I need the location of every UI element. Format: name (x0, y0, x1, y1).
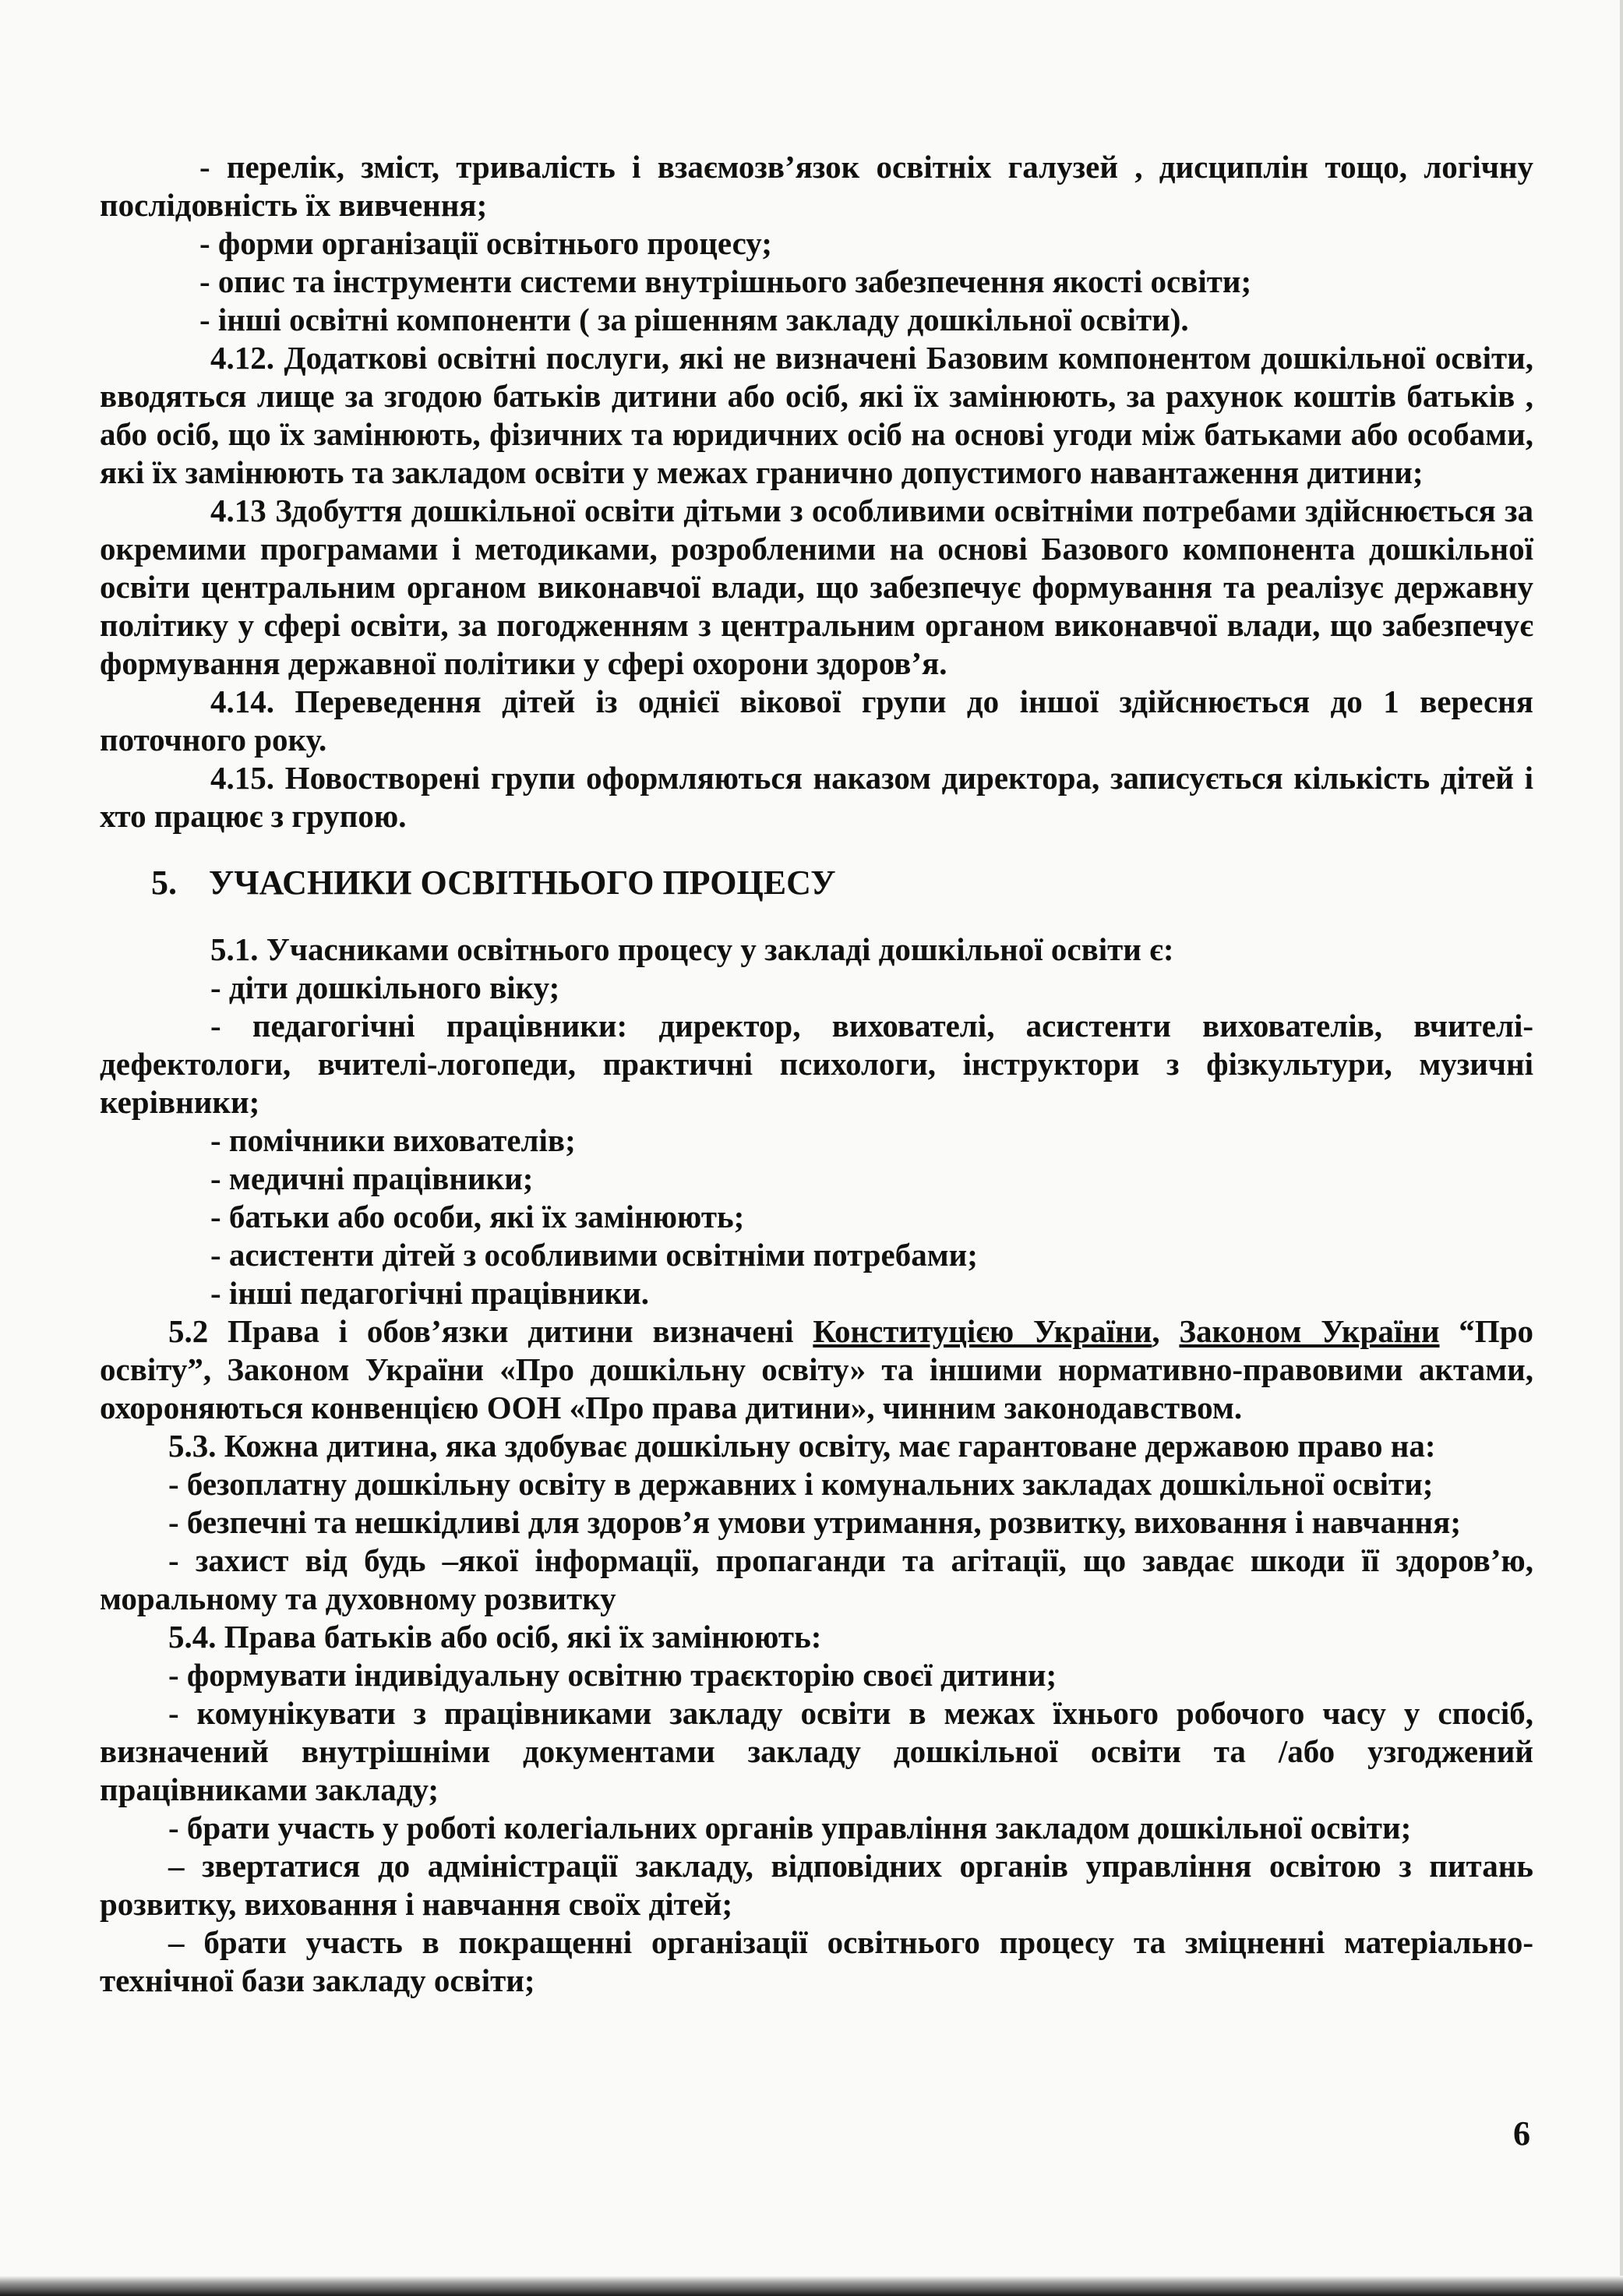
list-item: - інші педагогічні працівники. (210, 1275, 650, 1311)
paragraph-4-14: 4.14. Переведення дітей із однієї вікової групи до іншої здійснюється до 1 вересня поточного року. (100, 684, 1533, 758)
section-title: УЧАСНИКИ ОСВІТНЬОГО ПРОЦЕСУ (209, 864, 836, 902)
list-item: - захист від будь –якої інформації, пропаганди та агітації, що завдає шкоди її здоров’ю, моральному та духовному розвитку (100, 1542, 1533, 1616)
law-link[interactable]: Законом України (1179, 1313, 1440, 1349)
list-item: - діти дошкільного віку; (210, 970, 560, 1005)
paragraph-4-15: 4.15. Новостворені групи оформляються наказом директора, записується кількість дітей і хто працює з групою. (100, 760, 1533, 834)
paragraph-4-13: 4.13 Здобуття дошкільної освіти дітьми з особливими освітніми потребами здійснюється за окремими програмами і методиками, розробленими на основі Базового компонента дошкільної освіти центральним органом виконавчої влади, що забезпечує формування та реалізує державну політику у сфері освіти, за погодженням з центральним органом виконавчої влади, що забезпечує формування державної політики у сфері охорони здоров’я. (100, 493, 1533, 681)
page-body (100, 148, 1533, 2000)
paragraph-5-1: 5.1. Учасниками освітнього процесу у закладі дошкільної освіти є: (210, 931, 1174, 967)
section-heading (100, 862, 1533, 904)
paragraph-5-2 (100, 1312, 1533, 1427)
paragraph-5-4: 5.4. Права батьків або осіб, які їх замінюють: (168, 1619, 822, 1655)
paragraph-text: “Про освіту”, Законом України «Про дошкільну освіту» та іншими нормативно-правовими актами, охороняються конвенцією ООН «Про права дитини», чинним законодавством. (100, 1313, 1533, 1425)
list-item: - формувати індивідуальну освітню траєкторію своєї дитини; (168, 1657, 1057, 1693)
page-number: 6 (1513, 2114, 1530, 2153)
scan-edge-bottom (0, 2276, 1623, 2296)
list-item: - брати участь у роботі колегіальних органів управління закладом дошкільної освіти; (168, 1810, 1412, 1846)
list-item: - форми організації освітнього процесу; (199, 225, 772, 261)
list-item: – брати участь в покращенні організації освітнього процесу та зміцненні матеріально-технічної бази закладу освіти; (100, 1924, 1533, 1998)
constitution-link[interactable]: Конституцією України (813, 1313, 1152, 1349)
section-number: 5. (151, 864, 177, 902)
paragraph-5-3: 5.3. Кожна дитина, яка здобуває дошкільну освіту, має гарантоване державою право на: (168, 1428, 1436, 1464)
scan-edge-right (1620, 0, 1623, 2296)
section-gap (100, 904, 1533, 931)
section-gap (100, 835, 1533, 862)
list-item: - інші освітні компоненти ( за рішенням закладу дошкільної освіти). (199, 302, 1189, 337)
list-item: - асистенти дітей з особливими освітніми потребами; (210, 1237, 978, 1273)
list-item: - безоплатну дошкільну освіту в державних і комунальних закладах дошкільної освіти; (168, 1466, 1434, 1502)
list-item: - педагогічні працівники: директор, вихователі, асистенти вихователів, вчителі-дефектологи, вчителі-логопеди, практичні психологи, інструктори з фізкультури, музичні керівники; (100, 1008, 1533, 1120)
list-item: - опис та інструменти системи внутрішнього забезпечення якості освіти; (199, 263, 1252, 299)
paragraph-4-12: 4.12. Додаткові освітні послуги, які не визначені Базовим компонентом дошкільної освіти, вводяться лище за згодою батьків дитини або осіб, які їх замінюють, за рахунок коштів батьків , або осіб, що їх замінюють, фізичних та юридичних осіб на основі угоди між батьками або особами, які їх замінюють та закладом освіти у межах гранично допустимого навантаження дитини; (100, 340, 1533, 490)
paragraph-text: , (1152, 1313, 1180, 1349)
list-item: - батьки або особи, які їх замінюють; (210, 1199, 745, 1235)
paragraph-text: 5.2 Права і обов’язки дитини визначені (168, 1313, 813, 1349)
list-item: - помічники вихователів; (210, 1122, 576, 1158)
list-item: - перелік, зміст, тривалість і взаємозв’язок освітніх галузей , дисциплін тощо, логічну послідовність їх вивчення; (100, 149, 1533, 223)
list-item: – звертатися до адміністрації закладу, відповідних органів управління освітою з питань розвитку, виховання і навчання своїх дітей; (100, 1848, 1533, 1922)
list-item: - безпечні та нешкідливі для здоров’я умови утримання, розвитку, виховання і навчання; (168, 1504, 1462, 1540)
list-item: - комунікувати з працівниками закладу освіти в межах їхнього робочого часу у спосіб, визначений внутрішніми документами закладу дошкільної освіти та /або узгоджений працівниками закладу; (100, 1695, 1533, 1807)
list-item: - медичні працівники; (210, 1160, 534, 1196)
